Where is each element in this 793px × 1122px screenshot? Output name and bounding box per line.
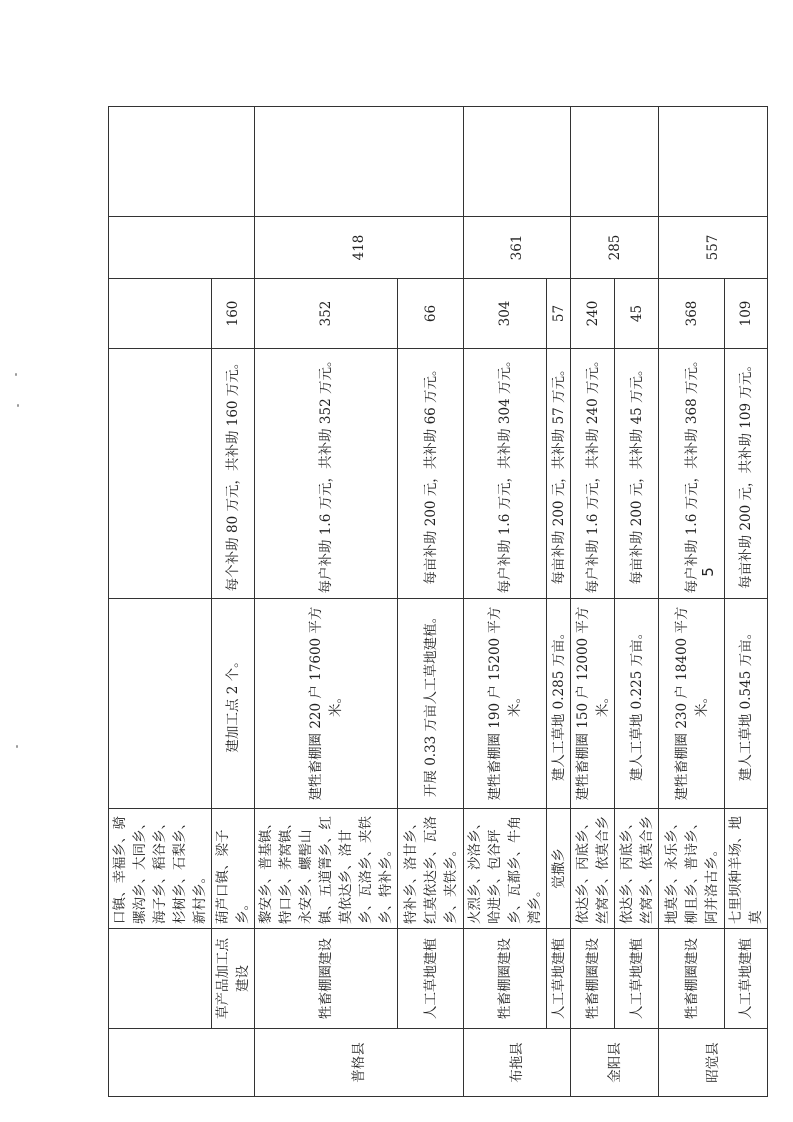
table-row <box>109 107 212 1097</box>
note-cell <box>255 107 464 217</box>
scale-cell: 建人工草地 0.225 万亩。 <box>615 599 659 809</box>
scale-cell: 建牲畜棚圈 220 户 17600 平方米。 <box>255 599 398 809</box>
funding-cell: 45 <box>615 279 659 349</box>
area-cell: 口镇、幸福乡、骑骡沟乡、大同乡、海子乡、稻谷乡、杉树乡、石梨乡、新村乡。 <box>109 809 212 929</box>
scale-cell: 开展 0.33 万亩人工草地建植。 <box>398 599 464 809</box>
funding-cell: 66 <box>398 279 464 349</box>
rotated-table-container <box>108 107 764 1097</box>
subsidy-table <box>108 106 768 1097</box>
area-cell: 七里坝种羊场、地莫 <box>725 809 768 929</box>
area-cell: 地莫乡、永乐乡、柳且乡、普诗乡、阿并洛古乡。 <box>659 809 725 929</box>
standard-cell: 每亩补助 200 元，共补助 57 万元。 <box>547 349 571 599</box>
total-cell: 361 <box>464 217 571 279</box>
project-cell: 人工草地建植 <box>547 929 571 1029</box>
project-cell: 牲畜棚圈建设 <box>255 929 398 1029</box>
note-cell <box>464 107 571 217</box>
area-cell: 依达乡、丙底乡、丝窝乡、依莫合乡 <box>571 809 615 929</box>
area-cell: 黎安乡、普基镇、特口乡、荞窝镇、永安乡、螺髻山镇、五道箐乡、红莫依达乡、洛甘乡、瓦洛乡、夹铁乡、特补乡。 <box>255 809 398 929</box>
project-cell: 牲畜棚圈建设 <box>571 929 615 1029</box>
total-cell: 285 <box>571 217 659 279</box>
note-cell <box>659 107 768 217</box>
total-cell: 557 <box>659 217 768 279</box>
project-cell: 人工草地建植 <box>398 929 464 1029</box>
scale-cell: 建人工草地 0.285 万亩。 <box>547 599 571 809</box>
county-cell: 布拖县 <box>464 1029 571 1097</box>
table-row <box>659 107 725 1097</box>
standard-cell: 每个补助 80 万元，共补助 160 万元。 <box>212 349 255 599</box>
scale-cell: 建牲畜棚圈 230 户 18400 平方米。 <box>659 599 725 809</box>
table-row <box>464 107 547 1097</box>
table-row <box>571 107 615 1097</box>
county-cell: 金阳县 <box>571 1029 659 1097</box>
project-cell: 草产品加工点建设 <box>212 929 255 1029</box>
project-cell: 人工草地建植 <box>615 929 659 1029</box>
area-cell: 觉撒乡 <box>547 809 571 929</box>
county-cell: 普格县 <box>255 1029 464 1097</box>
funding-cell: 57 <box>547 279 571 349</box>
scale-cell: 建人工草地 0.545 万亩。 <box>725 599 768 809</box>
area-cell: 特补乡、洛甘乡、红莫依达乡、瓦洛乡、夹铁乡。 <box>398 809 464 929</box>
area-cell: 葫芦口镇、梁子乡。 <box>212 809 255 929</box>
total-cell: 418 <box>255 217 464 279</box>
standard-cell: 每户补助 1.6 万元，共补助 368 万元。 <box>659 349 725 599</box>
county-cell <box>109 1029 255 1097</box>
standard-cell: 每户补助 1.6 万元，共补助 304 万元。 <box>464 349 547 599</box>
project-cell: 人工草地建植 <box>725 929 768 1029</box>
funding-cell: 109 <box>725 279 768 349</box>
standard-cell <box>109 349 212 599</box>
page-number: 5 <box>698 567 717 577</box>
funding-cell: 304 <box>464 279 547 349</box>
standard-cell: 每户补助 1.6 万元，共补助 352 万元。 <box>255 349 398 599</box>
scale-cell: 建加工点 2 个。 <box>212 599 255 809</box>
standard-cell: 每亩补助 200 元，共补助 109 万元。 <box>725 349 768 599</box>
total-cell <box>109 217 255 279</box>
standard-cell: 每户补助 1.6 万元，共补助 240 万元。 <box>571 349 615 599</box>
note-cell <box>109 107 255 217</box>
scan-speck <box>17 404 19 407</box>
scale-cell: 建牲畜棚圈 190 户 15200 平方米。 <box>464 599 547 809</box>
scan-speck <box>16 745 18 748</box>
area-cell: 依达乡、丙底乡、丝窝乡、依莫合乡 <box>615 809 659 929</box>
standard-cell: 每亩补助 200 元，共补助 45 万元。 <box>615 349 659 599</box>
county-cell: 昭觉县 <box>659 1029 768 1097</box>
funding-cell: 160 <box>212 279 255 349</box>
scale-cell <box>109 599 212 809</box>
scale-cell: 建牲畜棚圈 150 户 12000 平方米。 <box>571 599 615 809</box>
table-row <box>255 107 398 1097</box>
funding-cell: 352 <box>255 279 398 349</box>
project-cell: 牲畜棚圈建设 <box>659 929 725 1029</box>
note-cell <box>571 107 659 217</box>
scan-speck <box>15 373 17 376</box>
project-cell: 牲畜棚圈建设 <box>464 929 547 1029</box>
funding-cell: 368 <box>659 279 725 349</box>
funding-cell: 240 <box>571 279 615 349</box>
standard-cell: 每亩补助 200 元，共补助 66 万元。 <box>398 349 464 599</box>
funding-cell <box>109 279 212 349</box>
area-cell: 火烈乡、沙洛乡、哈进乡、包谷坪乡、瓦都乡、牛角湾乡。 <box>464 809 547 929</box>
project-cell <box>109 929 212 1029</box>
